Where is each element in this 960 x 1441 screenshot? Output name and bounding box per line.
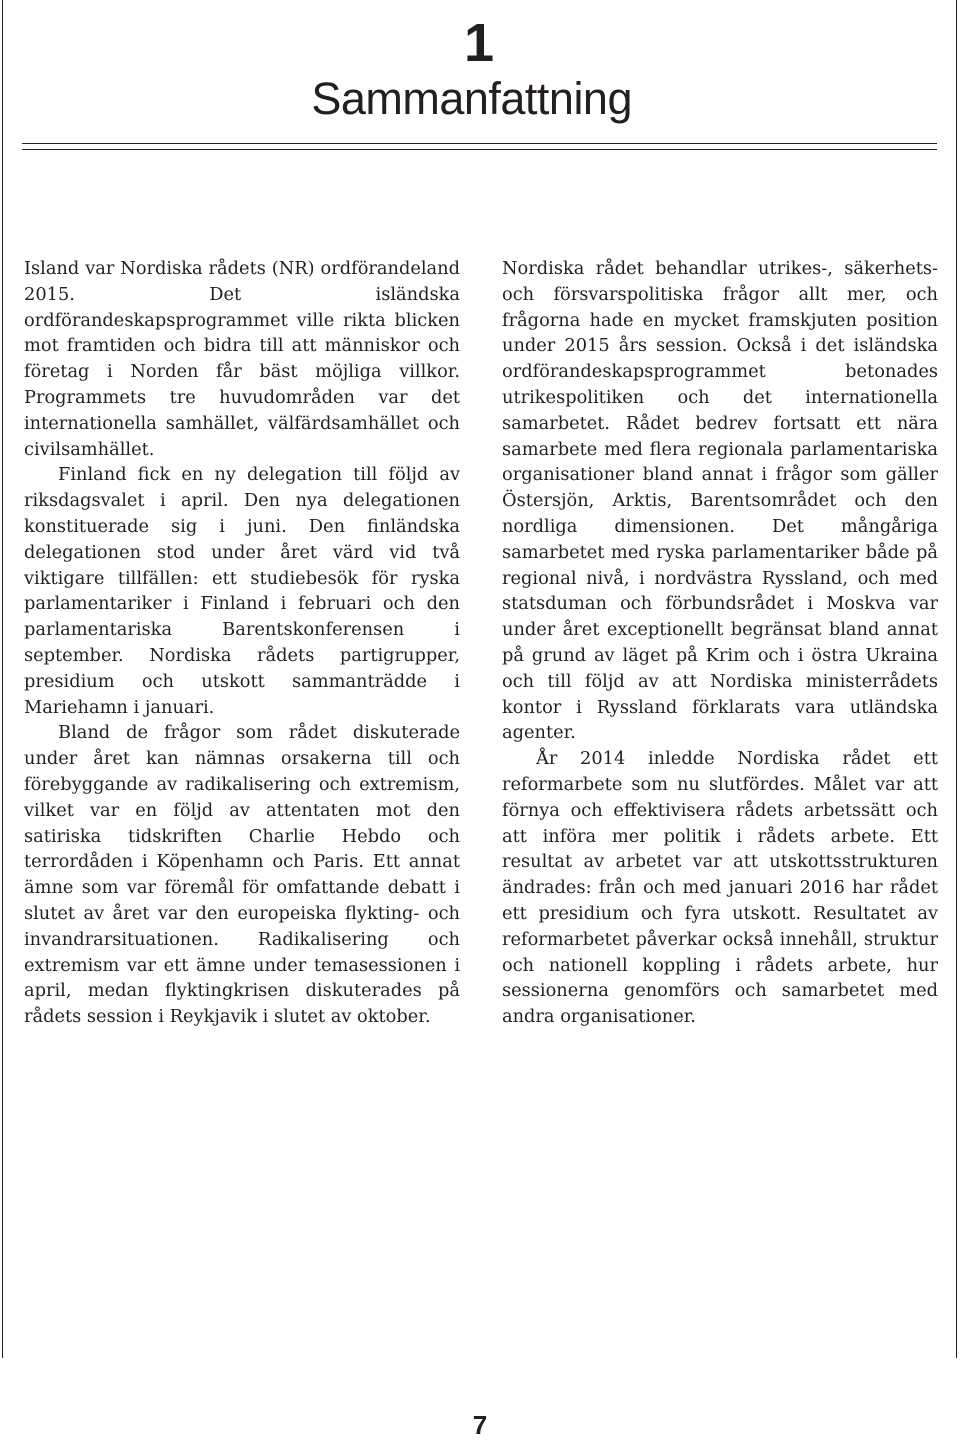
paragraph: Finland fick en ny delegation till följd av riksdagsvalet i april. Den nya delegationen konstituerade sig i juni. Den finländska delegationen stod under året värd vid två viktigare tillfällen: ett studiebesök för ryska parlamentariker i Finland i februari och den parlamentariska Barentskonferensen i september. Nordiska rådets partigrupper, presidium och utskott sammanträdde i Mariehamn i januari. xyxy=(24,464,460,718)
paragraph: Island var Nordiska rådets (NR) ordförandeland 2015. Det isländska ordförandeskapsprogrammet ville rikta blicken mot framtiden och bidra till att människor och företag i Norden får bäst möjliga villkor. Programmets tre huvudområden var det internationella samhället, välfärdsamhället och civilsamhället. xyxy=(24,258,460,460)
chapter-title: Sammanfattning xyxy=(311,73,632,124)
right-text-column xyxy=(502,256,938,1030)
page-number: 7 xyxy=(472,1410,488,1440)
paragraph: Nordiska rådet behandlar utrikes-, säkerhets- och försvarspolitiska frågor allt mer, och frågorna hade en mycket framskjuten position under 2015 års session. Också i det isländska ordförandeskapsprogrammet betonades utrikespolitiken och det internationella samarbetet. Rådet bedrev fortsatt ett nära samarbete med flera regionala parlamentariska organisationer bland annat i frågor som gäller Östersjön, Arktis, Barentsområdet och den nordliga dimensionen. Det mångåriga samarbetet med ryska parlamentariker både på regional nivå, i nordvästra Ryssland, och med statsduman och förbundsrådet i Moskva var under året exceptionellt begränsat bland annat på grund av läget på Krim och i östra Ukraina och till följd av att Nordiska ministerrådets kontor i Ryssland förklarats vara utländska agenter. xyxy=(502,258,938,744)
paragraph: År 2014 inledde Nordiska rådet ett reformarbete som nu slutfördes. Målet var att förnya och effektivisera rådets arbetssätt och att införa mer politik i rådets arbete. Ett resultat av arbetet var att utskottsstrukturen ändrades: från och med januari 2016 har rådet ett presidium och fyra utskott. Resultatet av reformarbetet påverkar också innehåll, struktur och nationell koppling i rådets arbete, hur sessionerna genomförs och samarbetet med andra organisationer. xyxy=(502,748,938,1028)
chapter-number: 1 xyxy=(463,13,492,73)
title-rule-upper xyxy=(22,143,937,144)
title-rule-lower xyxy=(22,149,937,150)
left-text-column xyxy=(24,256,460,1030)
paragraph: Bland de frågor som rådet diskuterade under året kan nämnas orsakerna till och förebyggande av radikalisering och extremism, vilket var en följd av attentaten mot den satiriska tidskriften Charlie Hebdo och terrordåden i Köpenhamn och Paris. Ett annat ämne som var föremål för omfattande debatt i slutet av året var den europeiska flykting- och invandrarsituationen. Radikalisering och extremism var ett ämne under temasessionen i april, medan flyktingkrisen diskuterades på rådets session i Reykjavik i slutet av oktober. xyxy=(24,722,460,1028)
